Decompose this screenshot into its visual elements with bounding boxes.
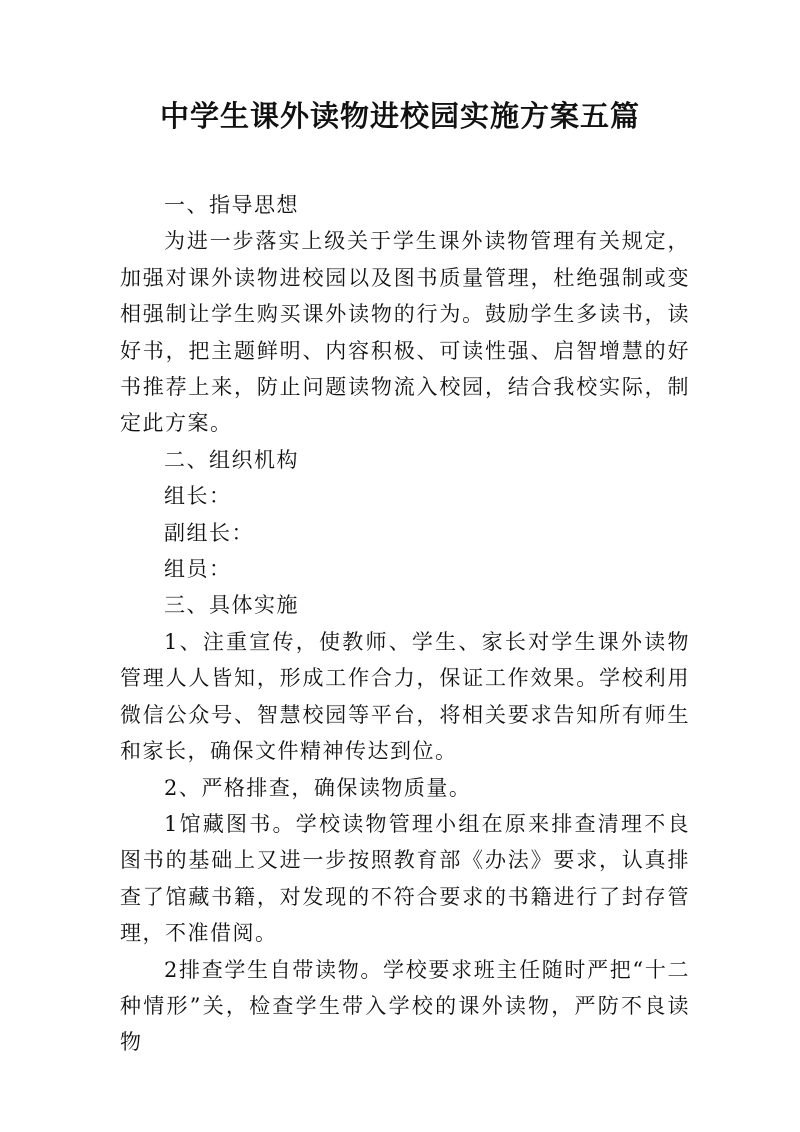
paragraph-guiding-thought: 为进一步落实上级关于学生课外读物管理有关规定，加强对课外读物进校园以及图书质量管理，杜绝强制或变相强制让学生购买课外读物的行为。鼓励学生多读书，读好书，把主题鲜明、内容积极、可读性强、启智增慧的好书推荐上来，防止问题读物流入校园，结合我校实际，制定此方案。 — [120, 229, 690, 436]
document-title: 中学生课外读物进校园实施方案五篇 — [159, 99, 640, 133]
paragraph-group-leader: 组长： — [164, 484, 232, 509]
section-heading-organization: 二、组织机构 — [164, 447, 299, 472]
paragraph-members: 组员： — [164, 557, 232, 582]
paragraph-student-books: 2排查学生自带读物。学校要求班主任随时严把“十二种情形”关，检查学生带入学校的课外读物，严防不良读物 — [120, 957, 690, 1055]
paragraph-deputy-leader: 副组长： — [164, 520, 254, 545]
paragraph-library-books: 1馆藏图书。学校读物管理小组在原来排查清理不良图书的基础上又进一步按照教育部《办法》要求，认真排查了馆藏书籍，对发现的不符合要求的书籍进行了封存管理，不准借阅。 — [120, 811, 690, 946]
section-heading-guiding-thought: 一、指导思想 — [164, 193, 299, 217]
paragraph-strict-check: 2、严格排查，确保读物质量。 — [164, 775, 472, 800]
section-heading-implementation: 三、具体实施 — [164, 593, 299, 618]
paragraph-publicity: 1、注重宣传，使教师、学生、家长对学生课外读物管理人人皆知，形成工作合力，保证工作效果。学校利用微信公众号、智慧校园等平台，将相关要求告知所有师生和家长，确保文件精神传达到位。 — [120, 629, 690, 764]
document-body — [120, 187, 690, 1061]
